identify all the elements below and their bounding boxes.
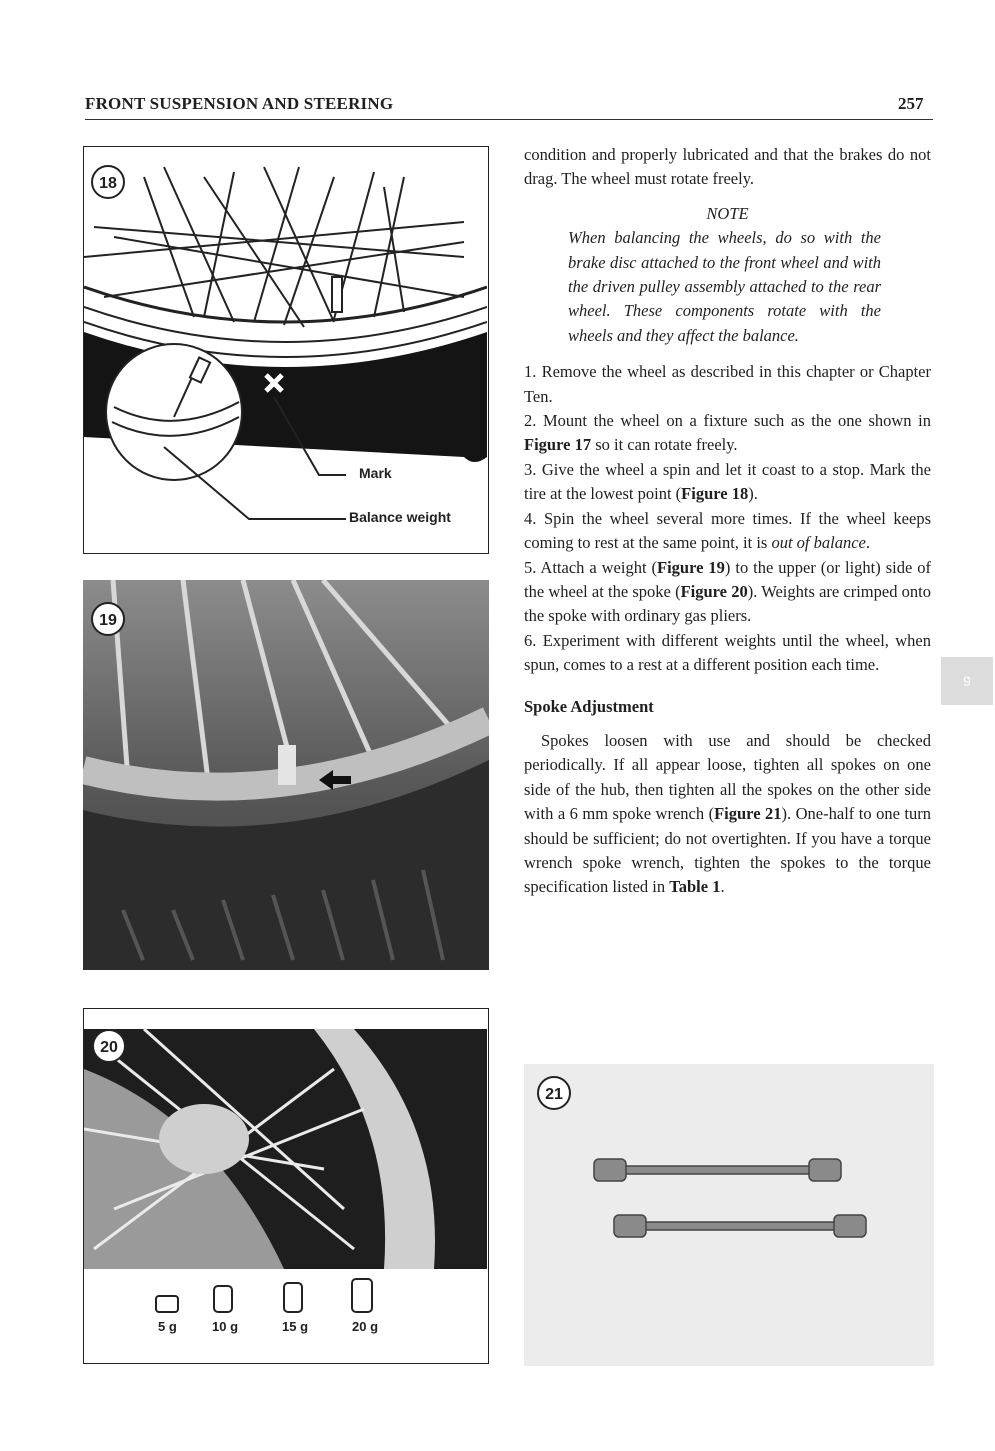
- chapter-thumb-tab: 9: [941, 657, 993, 705]
- figure-21: [524, 1064, 934, 1366]
- weight-label-10g: 10 g: [212, 1319, 239, 1334]
- step-2: 2. Mount the wheel on a fixture such as the one shown in Figure 17 so it can rotate freely.: [524, 411, 932, 455]
- weight-label-15g: 15 g: [282, 1319, 309, 1334]
- figure-20-photo: [84, 1009, 487, 1364]
- page-number: 257: [898, 94, 924, 113]
- intro-paragraph: condition and properly lubricated and that the brakes do not drag. The wheel must rotate freely.: [524, 145, 931, 189]
- header-rule: [85, 119, 933, 120]
- figure-21-number: 21: [537, 1076, 571, 1110]
- balance-weight-label: Balance weight: [349, 509, 451, 525]
- figure-18-number: 18: [91, 165, 125, 199]
- weight-label-20g: 20 g: [352, 1319, 379, 1334]
- note-heading: NOTE: [706, 203, 749, 223]
- note-body: When balancing the wheels, do so with the brake disc attached to the front wheel and with the driven pulley assembly attached to the rear wheel. These components rotate with the wheels and they affect the balance.: [568, 228, 881, 345]
- spoke-paragraph: Spokes loosen with use and should be checked periodically. If all appear loose, tighten all spokes on one side of the hub, then tighten all the spokes on the other side with a 6 mm spoke wrench (Figure 21). One-half to one turn should be sufficient; do not overtighten. If you have a torque wrench spoke wrench, tighten the spokes to the torque specification listed in Table 1.: [524, 730, 931, 897]
- figure-19-number: 19: [91, 602, 125, 636]
- running-header: FRONT SUSPENSION AND STEERING: [85, 94, 394, 113]
- step-4: 4. Spin the wheel several more times. If the wheel keeps coming to rest at the same point, it is out of balance.: [524, 508, 931, 553]
- figure-19-photo: [83, 580, 489, 970]
- weight-label-5g: 5 g: [158, 1319, 177, 1334]
- step-6: 6. Experiment with different weights until the wheel, when spun, comes to a rest at a different position each time.: [524, 630, 932, 675]
- figure-19: [83, 580, 489, 970]
- figure-20-number: 20: [92, 1029, 126, 1063]
- step-1: 1. Remove the wheel as described in this chapter or Chapter Ten.: [524, 362, 931, 406]
- figure-21-photo: [524, 1064, 934, 1366]
- mark-label: Mark: [359, 465, 392, 481]
- figure-18-illustration: [84, 147, 487, 552]
- figure-20: [83, 1008, 489, 1364]
- figure-18: [83, 146, 489, 554]
- step-3: 3. Give the wheel a spin and let it coast to a stop. Mark the tire at the lowest point (Figure 18).: [524, 459, 932, 504]
- section-heading: Spoke Adjustment: [524, 696, 654, 716]
- body-text-column: [524, 143, 931, 900]
- step-5: 5. Attach a weight (Figure 19) to the upper (or light) side of the wheel at the spoke (Figure 20). Weights are crimped onto the spoke with ordinary gas pliers.: [524, 557, 931, 626]
